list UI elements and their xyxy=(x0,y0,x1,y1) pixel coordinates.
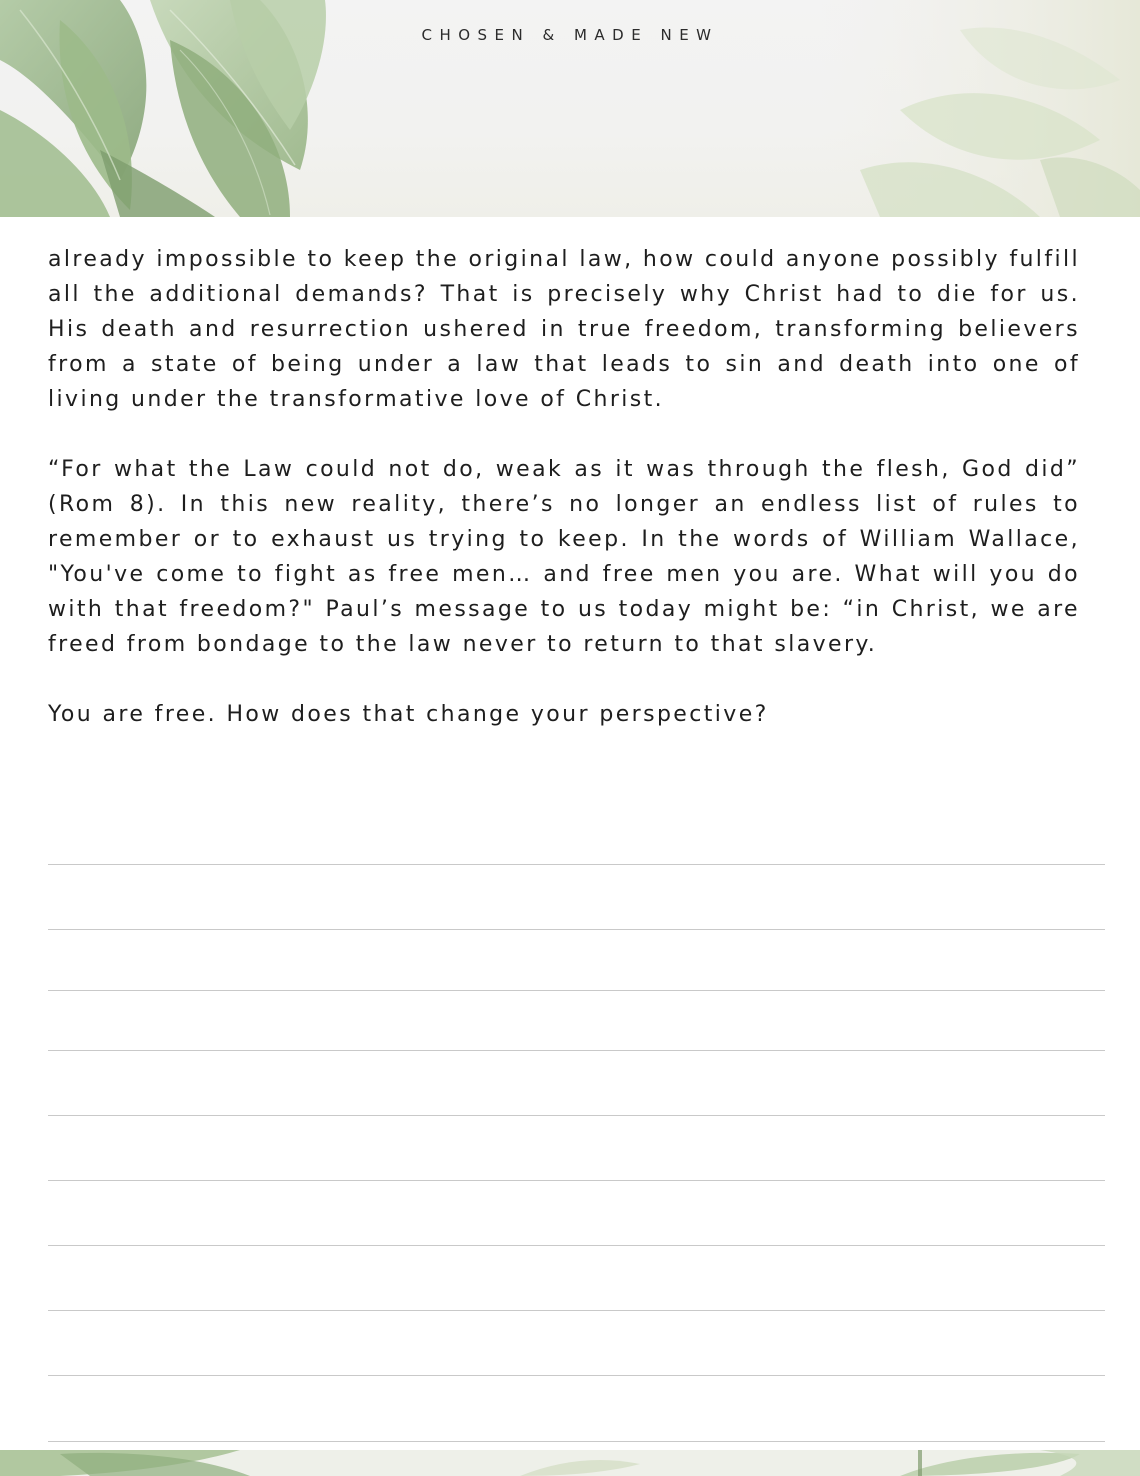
footer-leaf-decoration-image xyxy=(0,1450,1140,1476)
writing-line[interactable] xyxy=(48,1050,1105,1051)
writing-line[interactable] xyxy=(48,1375,1105,1376)
header-title: CHOSEN & MADE NEW xyxy=(421,26,719,44)
footer-banner xyxy=(0,1450,1140,1476)
writing-line[interactable] xyxy=(48,1115,1105,1116)
body-content xyxy=(48,242,1080,732)
reflection-prompt: You are free. How does that change your perspective? xyxy=(48,702,769,727)
body-paragraph-1: already impossible to keep the original law, how could anyone possibly fulfill all the additional demands? That is precisely why Christ had to die for us. His death and resurrection ushered in true freedom, transforming believers from a state of being under a law that leads to sin and death into one of living under the transformative love of Christ. xyxy=(48,247,1080,412)
header-banner xyxy=(0,0,1140,217)
writing-line[interactable] xyxy=(48,929,1105,930)
writing-line[interactable] xyxy=(48,1441,1105,1442)
writing-line[interactable] xyxy=(48,1310,1105,1311)
writing-line[interactable] xyxy=(48,1180,1105,1181)
writing-line[interactable] xyxy=(48,1245,1105,1246)
writing-line[interactable] xyxy=(48,864,1105,865)
body-paragraph-2: “For what the Law could not do, weak as it was through the flesh, God did” (Rom 8). In this new reality, there’s no longer an endless list of rules to remember or to exhaust us trying to keep. In the words of William Wallace, "You've come to fight as free men… and free men you are. What will you do with that freedom?" Paul’s message to us today might be: “in Christ, we are freed from bondage to the law never to return to that slavery. xyxy=(48,457,1080,657)
writing-line[interactable] xyxy=(48,990,1105,991)
